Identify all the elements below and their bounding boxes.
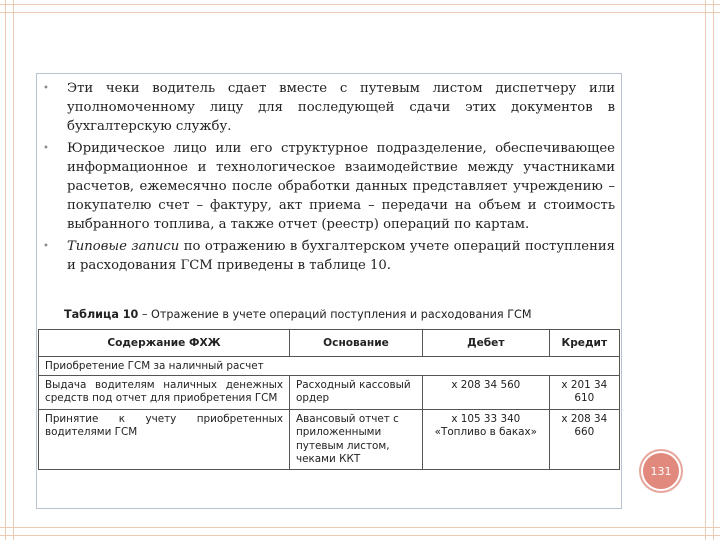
bullet-item <box>43 79 615 137</box>
bullet-icon: • <box>43 142 49 154</box>
section-label: Приобретение ГСМ за наличный расчет <box>39 357 620 376</box>
accounting-table <box>38 329 620 470</box>
header-content: Содержание ФХЖ <box>39 330 290 357</box>
header-debit: Дебет <box>423 330 550 357</box>
table-caption-number: Таблица 10 <box>64 308 139 321</box>
bullet-emphasis: Типовые записи <box>67 238 180 254</box>
cell-basis: Авансовый отчет с приложенными путевым листом, чеками ККТ <box>290 409 423 470</box>
bullet-item <box>43 139 615 235</box>
top-rule-1 <box>0 4 720 5</box>
table-row <box>39 409 620 470</box>
table-caption-text: – Отражение в учете операций поступления и расходования ГСМ <box>138 308 532 321</box>
bullet-icon: • <box>43 240 49 252</box>
bottom-rule-1 <box>0 527 720 528</box>
bullet-text: Эти чеки водитель сдает вместе с путевым листом диспетчеру или уполномоченному лицу для последующей сдачи этих документов в бухгалтерскую службу. <box>67 81 615 135</box>
bottom-rule-2 <box>0 535 720 536</box>
bullet-text: Юридическое лицо или его структурное подразделение, обеспечивающее информационное и технологическое взаимодействие между участниками расчетов, ежемесячно после обработки данных представляет учреждению – покупателю счет – фактуру, акт приема – передачи на объем и стоимость выбранного топлива, а также отчет (реестр) операций по картам. <box>67 140 615 233</box>
bullet-list <box>43 79 615 277</box>
cell-content: Принятие к учету приобретенных водителями ГСМ <box>39 409 290 470</box>
right-rule-2 <box>713 0 714 540</box>
table-section-row <box>39 357 620 376</box>
left-rule-1 <box>5 0 6 540</box>
table-caption <box>64 308 624 321</box>
bullet-icon: • <box>43 83 49 94</box>
top-rule-2 <box>0 12 720 13</box>
right-rule-1 <box>705 0 706 540</box>
cell-basis: Расходный кассовый ордер <box>290 376 423 410</box>
table-row <box>39 376 620 410</box>
cell-credit: х 208 34 660 <box>549 409 619 470</box>
cell-debit: х 105 33 340 «Топливо в баках» <box>423 409 550 470</box>
page-number-badge: 131 <box>641 451 681 491</box>
cell-content: Выдача водителям наличных денежных средств под отчет для приобретения ГСМ <box>39 376 290 410</box>
bullet-text: по отражению в бухгалтерском учете операций поступления и расходования ГСМ приведены в таблице 10. <box>67 238 615 273</box>
left-rule-2 <box>13 0 14 540</box>
bullet-item <box>43 237 615 275</box>
table-header-row <box>39 330 620 357</box>
cell-debit: х 208 34 560 <box>423 376 550 410</box>
header-credit: Кредит <box>549 330 619 357</box>
cell-credit: х 201 34 610 <box>549 376 619 410</box>
header-basis: Основание <box>290 330 423 357</box>
